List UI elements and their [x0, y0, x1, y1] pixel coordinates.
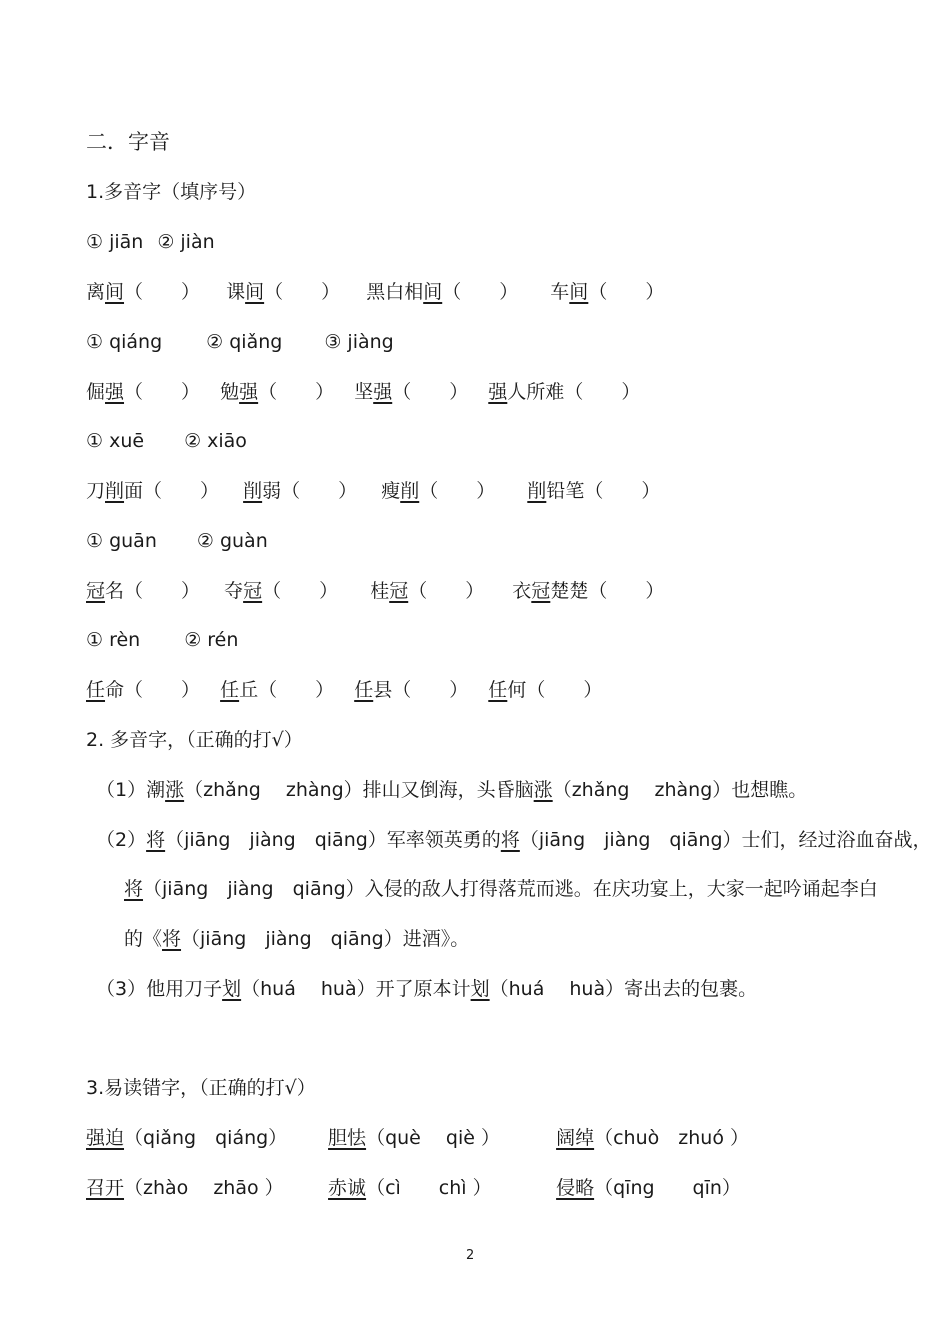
q2-sentence-2: （2）将（jiāng jiàng qiāng）军率领英勇的将（jiāng jiàng qiāng）士们，经过浴血奋战，: [96, 829, 932, 851]
option: ① guān: [86, 530, 157, 552]
word-item: 胆怯（què qiè ）: [328, 1127, 500, 1149]
word-item: 衣冠楚楚（ ）: [512, 580, 665, 602]
q1-title: 1.多音字（填序号）: [86, 181, 257, 203]
option: ② rén: [184, 629, 239, 651]
options-row-ren: [86, 626, 238, 654]
word-item: 坚强（ ）: [354, 381, 469, 403]
q2-title: 2. 多音字，（正确的打√）: [86, 729, 303, 751]
word-item: 任县（ ）: [354, 679, 469, 701]
options-row-jian: [86, 228, 215, 256]
answer-blank[interactable]: （ ）: [526, 679, 603, 701]
option: ③ jiàng: [324, 331, 394, 353]
answer-blank[interactable]: （ ）: [588, 580, 665, 602]
answer-blank[interactable]: （ ）: [419, 480, 496, 502]
section-title: 二．字音: [86, 130, 170, 154]
answer-blank[interactable]: （ ）: [258, 381, 335, 403]
word-item: 刀削面（ ）: [86, 480, 220, 502]
q2-sentence-2-end: 的《将（jiāng jiàng qiāng）进酒》。: [124, 928, 470, 950]
option: ② xiāo: [184, 430, 247, 452]
word-item: 阔绰（chuò zhuó ）: [556, 1127, 749, 1149]
word-item: 强迫（qiǎng qiáng）: [86, 1127, 288, 1149]
answer-blank[interactable]: （ ）: [408, 580, 485, 602]
answer-blank[interactable]: （ ）: [262, 580, 339, 602]
option: ① jiān: [86, 231, 144, 253]
answer-blank[interactable]: （ ）: [564, 381, 641, 403]
word-item: 任丘（ ）: [220, 679, 335, 701]
page-number: 2: [466, 1248, 475, 1263]
q2-sentence-2-cont: 将（jiāng jiàng qiāng）入侵的敌人打得落荒而逃。在庆功宴上，大家一起吟诵起李白: [124, 878, 878, 900]
items-row-qiang: [86, 378, 640, 406]
q3-row-1: [86, 1124, 749, 1152]
word-item: 倔强（ ）: [86, 381, 201, 403]
word-item: 瘦削（ ）: [381, 480, 496, 502]
options-row-xiao: [86, 427, 247, 455]
word-item: 黑白相间（ ）: [366, 281, 519, 303]
q3-title: 3.易读错字，（正确的打√）: [86, 1077, 316, 1099]
answer-blank[interactable]: （ ）: [584, 480, 661, 502]
word-item: 侵略（qīng qīn）: [556, 1177, 741, 1199]
q2-sentence-3: （3）他用刀子划（huá huà）开了原本计划（huá huà）寄出去的包裹。: [96, 978, 758, 1000]
word-item: 任何（ ）: [488, 679, 603, 701]
word-item: 勉强（ ）: [220, 381, 335, 403]
option: ② guàn: [196, 530, 268, 552]
items-row-guan: [86, 577, 664, 605]
word-item: 夺冠（ ）: [224, 580, 339, 602]
answer-blank[interactable]: （ ）: [124, 679, 201, 701]
word-item: 桂冠（ ）: [370, 580, 485, 602]
answer-blank[interactable]: （ ）: [143, 480, 220, 502]
items-row-ren: [86, 676, 602, 704]
word-item: 强人所难（ ）: [488, 381, 641, 403]
option: ① qiáng: [86, 331, 163, 353]
q2-sentence-1: （1）潮涨（zhǎng zhàng）排山又倒海，头昏脑涨（zhǎng zhàng）也想瞧。: [96, 779, 808, 801]
word-item: 冠名（ ）: [86, 580, 201, 602]
answer-blank[interactable]: （ ）: [392, 679, 469, 701]
word-item: 课间（ ）: [226, 281, 341, 303]
options-row-guan: [86, 527, 268, 555]
option: ① xuē: [86, 430, 145, 452]
answer-blank[interactable]: （ ）: [124, 281, 201, 303]
options-row-qiang: [86, 328, 394, 356]
option: ② qiǎng: [206, 331, 283, 353]
answer-blank[interactable]: （ ）: [392, 381, 469, 403]
option: ① rèn: [86, 629, 141, 651]
q3-row-2: [86, 1174, 741, 1202]
word-item: 离间（ ）: [86, 281, 201, 303]
answer-blank[interactable]: （ ）: [258, 679, 335, 701]
items-row-jian: [86, 278, 664, 306]
word-item: 削弱（ ）: [243, 480, 358, 502]
answer-blank[interactable]: （ ）: [588, 281, 665, 303]
answer-blank[interactable]: （ ）: [124, 381, 201, 403]
option: ② jiàn: [157, 231, 215, 253]
answer-blank[interactable]: （ ）: [281, 480, 358, 502]
items-row-xiao: [86, 477, 660, 505]
word-item: 削铅笔（ ）: [527, 480, 661, 502]
answer-blank[interactable]: （ ）: [264, 281, 341, 303]
word-item: 车间（ ）: [550, 281, 665, 303]
word-item: 召开（zhào zhāo ）: [86, 1177, 284, 1199]
word-item: 任命（ ）: [86, 679, 201, 701]
answer-blank[interactable]: （ ）: [442, 281, 519, 303]
answer-blank[interactable]: （ ）: [124, 580, 201, 602]
word-item: 赤诚（cì chì ）: [328, 1177, 492, 1199]
